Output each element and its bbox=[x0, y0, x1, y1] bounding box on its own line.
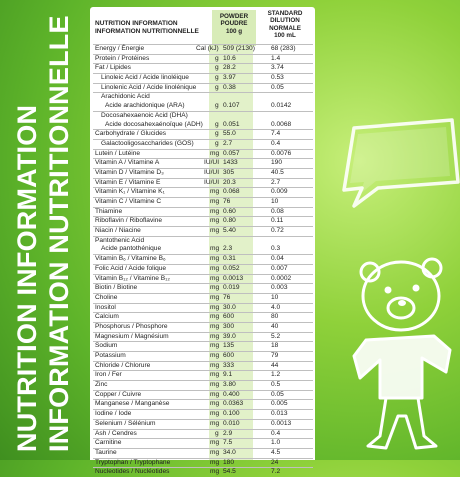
nutrient-label: Inositol bbox=[95, 303, 116, 311]
nutrient-label: Phosphorus / Phosphore bbox=[95, 322, 168, 330]
nutrient-label: Vitamin C / Vitamine C bbox=[95, 198, 162, 205]
table-row bbox=[93, 467, 313, 477]
vertical-title-en: NUTRITION INFORMATION bbox=[12, 104, 42, 452]
nutrient-label: Linolenic Acid / Acide linolénique bbox=[101, 83, 197, 91]
dilution-value: 0.0002 bbox=[271, 274, 292, 282]
table-row bbox=[93, 312, 313, 322]
dilution-value: 0.003 bbox=[271, 284, 288, 292]
powder-value: 2.3 bbox=[223, 245, 233, 253]
table-row bbox=[93, 73, 313, 83]
nutrient-unit: mg bbox=[210, 264, 220, 272]
powder-value: 600 bbox=[223, 352, 235, 359]
nutrient-unit: mg bbox=[210, 217, 220, 225]
powder-value: 7.5 bbox=[223, 439, 233, 447]
table-row bbox=[93, 264, 313, 274]
dilution-value: 0.3 bbox=[271, 245, 281, 253]
nutrient-label: Iron / Fer bbox=[95, 371, 122, 379]
dilution-value: 0.05 bbox=[271, 83, 284, 91]
powder-value: 0.057 bbox=[223, 149, 240, 157]
nutrient-unit: g bbox=[215, 54, 219, 62]
nutrient-label: Thiamine bbox=[95, 207, 123, 215]
nutrient-label: Vitamin D / Vitamine D₃ bbox=[95, 168, 164, 176]
powder-value: 600 bbox=[223, 313, 235, 321]
powder-value: 333 bbox=[223, 361, 235, 369]
nutrient-unit: mg bbox=[210, 322, 220, 330]
table-title-fr: INFORMATION NUTRITIONNELLE bbox=[95, 28, 199, 35]
table-title-en: NUTRITION INFORMATION bbox=[95, 20, 178, 27]
dilution-value: 0.0068 bbox=[271, 120, 292, 128]
dilution-value: 0.0013 bbox=[271, 419, 292, 427]
dilution-value: 0.007 bbox=[271, 264, 288, 272]
nutrient-unit: mg bbox=[210, 274, 220, 282]
powder-value: 0.010 bbox=[223, 419, 240, 427]
table-row bbox=[93, 178, 313, 188]
table-row bbox=[93, 254, 313, 264]
powder-value: 0.019 bbox=[223, 284, 240, 292]
nutrient-label: Chloride / Chlorure bbox=[95, 361, 151, 369]
nutrient-unit: IU/UI bbox=[204, 178, 220, 186]
nutrient-unit: mg bbox=[210, 352, 220, 359]
nutrient-label: Riboflavin / Riboflavine bbox=[95, 217, 163, 225]
dilution-value: 1.2 bbox=[271, 371, 281, 379]
powder-value: 305 bbox=[223, 168, 235, 176]
powder-value: 0.0363 bbox=[223, 400, 244, 408]
table-row bbox=[93, 63, 313, 73]
dilution-value: 0.0076 bbox=[271, 149, 292, 157]
col1-line: POWDER bbox=[219, 13, 249, 20]
dilution-value: 0.08 bbox=[271, 207, 284, 215]
table-row bbox=[93, 419, 313, 429]
nutrient-unit: g bbox=[215, 120, 219, 128]
nutrient-unit: mg bbox=[210, 371, 220, 379]
table-row bbox=[93, 458, 313, 468]
table-row bbox=[93, 322, 313, 332]
powder-value: 0.068 bbox=[223, 188, 240, 196]
nutrient-label: Carbohydrate / Glucides bbox=[95, 130, 167, 138]
table-row bbox=[93, 399, 313, 409]
nutrient-label: Vitamin E / Vitamine E bbox=[95, 178, 161, 186]
table-row bbox=[93, 102, 313, 111]
powder-value: 509 (2130) bbox=[223, 45, 255, 52]
table-row bbox=[93, 139, 313, 149]
table-title bbox=[95, 20, 199, 36]
table-row bbox=[93, 438, 313, 448]
nutrient-unit: IU/UI bbox=[204, 168, 220, 176]
powder-value: 0.0013 bbox=[223, 274, 244, 282]
nutrient-label: Copper / Cuivre bbox=[95, 390, 142, 398]
dilution-value: 44 bbox=[271, 361, 279, 369]
nutrient-unit: mg bbox=[210, 342, 220, 350]
table-row bbox=[93, 83, 313, 93]
nutrient-unit: mg bbox=[210, 400, 220, 408]
dilution-value: 5.2 bbox=[271, 332, 281, 340]
nutrient-unit: g bbox=[215, 74, 219, 82]
nutrient-unit: mg bbox=[210, 332, 220, 340]
table-row bbox=[93, 44, 313, 54]
nutrient-unit: g bbox=[215, 83, 219, 91]
nutrient-unit: mg bbox=[210, 245, 220, 253]
nutrient-label: Vitamin A / Vitamine A bbox=[95, 159, 160, 167]
dilution-value: 0.4 bbox=[271, 429, 281, 437]
nutrient-unit: mg bbox=[210, 207, 220, 215]
nutrient-unit: g bbox=[215, 102, 219, 110]
nutrient-unit: g bbox=[215, 130, 219, 138]
powder-value: 20.3 bbox=[223, 178, 236, 186]
powder-value: 39.0 bbox=[223, 332, 236, 340]
nutrient-label: Vitamin B₁₂ / Vitamine B₁₂ bbox=[95, 274, 170, 282]
nutrient-unit: mg bbox=[210, 227, 220, 235]
nutrient-label: Acide docosahexaénoïque (ADH) bbox=[105, 120, 203, 128]
dilution-value: 79 bbox=[271, 352, 279, 359]
powder-value: 54.5 bbox=[223, 468, 236, 476]
table-row bbox=[93, 216, 313, 226]
nutrient-unit: mg bbox=[210, 381, 220, 389]
nutrient-label: Pantothenic Acid bbox=[95, 236, 145, 244]
table-row bbox=[93, 226, 313, 236]
nutrient-unit: g bbox=[215, 139, 219, 147]
dilution-value: 0.4 bbox=[271, 139, 281, 147]
dilution-value: 3.74 bbox=[271, 64, 284, 72]
dilution-value: 0.11 bbox=[271, 217, 284, 225]
dilution-value: 0.005 bbox=[271, 400, 288, 408]
nutrient-label: Protein / Protéines bbox=[95, 54, 150, 62]
table-row bbox=[93, 92, 313, 102]
nutrient-label: Vitamin B₆ / Vitamine B₆ bbox=[95, 255, 166, 263]
nutrient-label: Carnitine bbox=[95, 439, 122, 447]
powder-value: 76 bbox=[223, 293, 231, 301]
nutrient-unit: mg bbox=[210, 468, 220, 476]
col2-line: NORMALE bbox=[269, 24, 301, 32]
nutrient-label: Potassium bbox=[95, 352, 126, 359]
table-row bbox=[93, 54, 313, 64]
vertical-title-fr: INFORMATION NUTRITIONNELLE bbox=[44, 15, 74, 452]
dilution-value: 7.4 bbox=[271, 130, 281, 138]
powder-value: 0.100 bbox=[223, 410, 240, 418]
powder-value: 0.31 bbox=[223, 255, 236, 263]
dilution-value: 7.2 bbox=[271, 468, 281, 476]
table-row bbox=[93, 197, 313, 207]
nutrient-label: Vitamin K₁ / Vitamine K₁ bbox=[95, 188, 165, 196]
table-row bbox=[93, 409, 313, 419]
table-row bbox=[93, 341, 313, 351]
nutrient-label: Biotin / Biotine bbox=[95, 284, 138, 292]
nutrient-label: Acide arachidonique (ARA) bbox=[105, 102, 185, 110]
table-row bbox=[93, 245, 313, 254]
nutrient-label: Selenium / Sélénium bbox=[95, 419, 156, 427]
table-row bbox=[93, 303, 313, 313]
dilution-column-header bbox=[260, 10, 310, 39]
nutrient-unit: mg bbox=[210, 419, 220, 427]
table-row bbox=[93, 168, 313, 178]
dilution-value: 0.04 bbox=[271, 255, 284, 263]
dilution-value: 4.5 bbox=[271, 448, 281, 456]
powder-value: 180 bbox=[223, 458, 235, 466]
dilution-value: 24 bbox=[271, 458, 279, 466]
powder-value: 5.40 bbox=[223, 227, 236, 235]
powder-value: 3.97 bbox=[223, 74, 236, 82]
powder-value: 9.1 bbox=[223, 371, 233, 379]
nutrient-unit: mg bbox=[210, 458, 220, 466]
dilution-value: 0.013 bbox=[271, 410, 288, 418]
nutrient-unit: mg bbox=[210, 313, 220, 321]
table-row bbox=[93, 121, 313, 130]
nutrient-unit: mg bbox=[210, 255, 220, 263]
dilution-value: 0.009 bbox=[271, 188, 288, 196]
powder-value: 55.0 bbox=[223, 130, 236, 138]
powder-value: 34.0 bbox=[223, 448, 236, 456]
nutrient-unit: mg bbox=[210, 410, 220, 418]
vertical-title bbox=[0, 0, 82, 460]
col2-line: DILUTION bbox=[270, 17, 300, 25]
dilution-value: 68 (283) bbox=[271, 45, 296, 52]
dilution-value: 40 bbox=[271, 322, 279, 330]
col2-line: STANDARD bbox=[267, 10, 303, 17]
nutrient-label: Ash / Cendres bbox=[95, 429, 137, 437]
dilution-value: 40.5 bbox=[271, 168, 284, 176]
dilution-value: 0.53 bbox=[271, 74, 284, 82]
powder-value: 0.051 bbox=[223, 120, 240, 128]
nutrient-unit: mg bbox=[210, 198, 220, 205]
table-row bbox=[93, 158, 313, 168]
nutrient-unit: mg bbox=[210, 284, 220, 292]
nutrient-label: Lutein / Lutéine bbox=[95, 149, 141, 157]
dilution-value: 18 bbox=[271, 342, 279, 350]
powder-value: 0.052 bbox=[223, 264, 240, 272]
nutrient-unit: mg bbox=[210, 448, 220, 456]
table-rows bbox=[93, 44, 313, 477]
table-row bbox=[93, 236, 313, 246]
table-row bbox=[93, 149, 313, 159]
powder-value: 2.7 bbox=[223, 139, 233, 147]
powder-value: 0.107 bbox=[223, 102, 240, 110]
nutrient-unit: mg bbox=[210, 293, 220, 301]
nutrient-label: Magnesium / Magnésium bbox=[95, 332, 169, 340]
table-row bbox=[93, 370, 313, 380]
powder-value: 0.60 bbox=[223, 207, 236, 215]
nutrient-unit: g bbox=[215, 64, 219, 72]
table-row bbox=[93, 207, 313, 217]
nutrient-unit: mg bbox=[210, 390, 220, 398]
nutrient-label: Niacin / Niacine bbox=[95, 227, 141, 235]
nutrient-label: Nucleotides / Nucléotides bbox=[95, 468, 170, 476]
dilution-value: 10 bbox=[271, 293, 279, 301]
table-row bbox=[93, 293, 313, 303]
nutrient-label: Energy / Énergie bbox=[95, 45, 145, 52]
dilution-value: 4.0 bbox=[271, 303, 281, 311]
nutrient-unit: mg bbox=[210, 303, 220, 311]
dilution-value: 190 bbox=[271, 159, 283, 167]
nutrient-label: Manganese / Manganèse bbox=[95, 400, 170, 408]
powder-value: 0.400 bbox=[223, 390, 240, 398]
bear-mascot-icon bbox=[346, 248, 460, 460]
nutrient-unit: mg bbox=[210, 149, 220, 157]
nutrient-label: Zinc bbox=[95, 381, 108, 389]
table-header bbox=[90, 7, 315, 43]
table-row bbox=[93, 429, 313, 439]
dilution-value: 0.05 bbox=[271, 390, 284, 398]
nutrient-label: Docosahexaenoic Acid (DHA) bbox=[101, 111, 188, 119]
table-row bbox=[93, 274, 313, 284]
table-row bbox=[93, 129, 313, 139]
table-row bbox=[93, 332, 313, 342]
table-row bbox=[93, 283, 313, 293]
nutrient-unit: g bbox=[215, 429, 219, 437]
powder-value: 30.0 bbox=[223, 303, 236, 311]
nutrient-unit: Cal (kJ) bbox=[196, 45, 219, 52]
nutrient-label: Fat / Lipides bbox=[95, 64, 131, 72]
table-row bbox=[93, 351, 313, 361]
nutrient-unit: mg bbox=[210, 361, 220, 369]
nutrient-label: Calcium bbox=[95, 313, 119, 321]
table-row bbox=[93, 448, 313, 458]
dilution-value: 0.72 bbox=[271, 227, 284, 235]
powder-value: 135 bbox=[223, 342, 235, 350]
nutrient-label: Iodine / Iode bbox=[95, 410, 132, 418]
nutrient-label: Folic Acid / Acide folique bbox=[95, 264, 167, 272]
dilution-value: 10 bbox=[271, 198, 279, 205]
nutrient-label: Taurine bbox=[95, 448, 117, 456]
powder-value: 0.38 bbox=[223, 83, 236, 91]
powder-value: 28.2 bbox=[223, 64, 236, 72]
dilution-value: 2.7 bbox=[271, 178, 281, 186]
speech-bubble-icon bbox=[332, 118, 460, 208]
powder-value: 76 bbox=[223, 198, 231, 205]
nutrient-label: Acide pantothénique bbox=[101, 245, 162, 253]
powder-value: 0.80 bbox=[223, 217, 236, 225]
nutrient-label: Choline bbox=[95, 293, 118, 301]
col1-line: POUDRE bbox=[220, 20, 248, 28]
dilution-value: 1.0 bbox=[271, 439, 281, 447]
table-row bbox=[93, 380, 313, 390]
nutrient-label: Sodium bbox=[95, 342, 118, 350]
dilution-value: 0.0142 bbox=[271, 102, 292, 110]
nutrient-unit: IU/UI bbox=[204, 159, 220, 167]
dilution-value: 80 bbox=[271, 313, 279, 321]
table-row bbox=[93, 187, 313, 197]
nutrient-label: Linoleic Acid / Acide linoléique bbox=[101, 74, 189, 82]
dilution-value: 1.4 bbox=[271, 54, 281, 62]
nutrient-unit: mg bbox=[210, 188, 220, 196]
nutrient-label: Arachidonic Acid bbox=[101, 93, 150, 101]
nutrient-label: Tryptophan / Tryptophane bbox=[95, 458, 171, 466]
powder-value: 2.9 bbox=[223, 429, 233, 437]
powder-value: 3.80 bbox=[223, 381, 236, 389]
dilution-value: 0.5 bbox=[271, 381, 281, 389]
col2-line: 100 mL bbox=[274, 31, 296, 39]
col1-line: 100 g bbox=[225, 27, 243, 35]
powder-column-header bbox=[212, 10, 256, 46]
powder-value: 300 bbox=[223, 322, 235, 330]
table-row bbox=[93, 390, 313, 400]
powder-value: 1433 bbox=[223, 159, 238, 167]
powder-value: 10.6 bbox=[223, 54, 236, 62]
nutrient-label: Galactooligosaccharides (GOS) bbox=[101, 139, 194, 147]
nutrient-unit: mg bbox=[210, 439, 220, 447]
nutrition-table bbox=[90, 7, 315, 476]
table-row bbox=[93, 111, 313, 121]
table-row bbox=[93, 361, 313, 371]
